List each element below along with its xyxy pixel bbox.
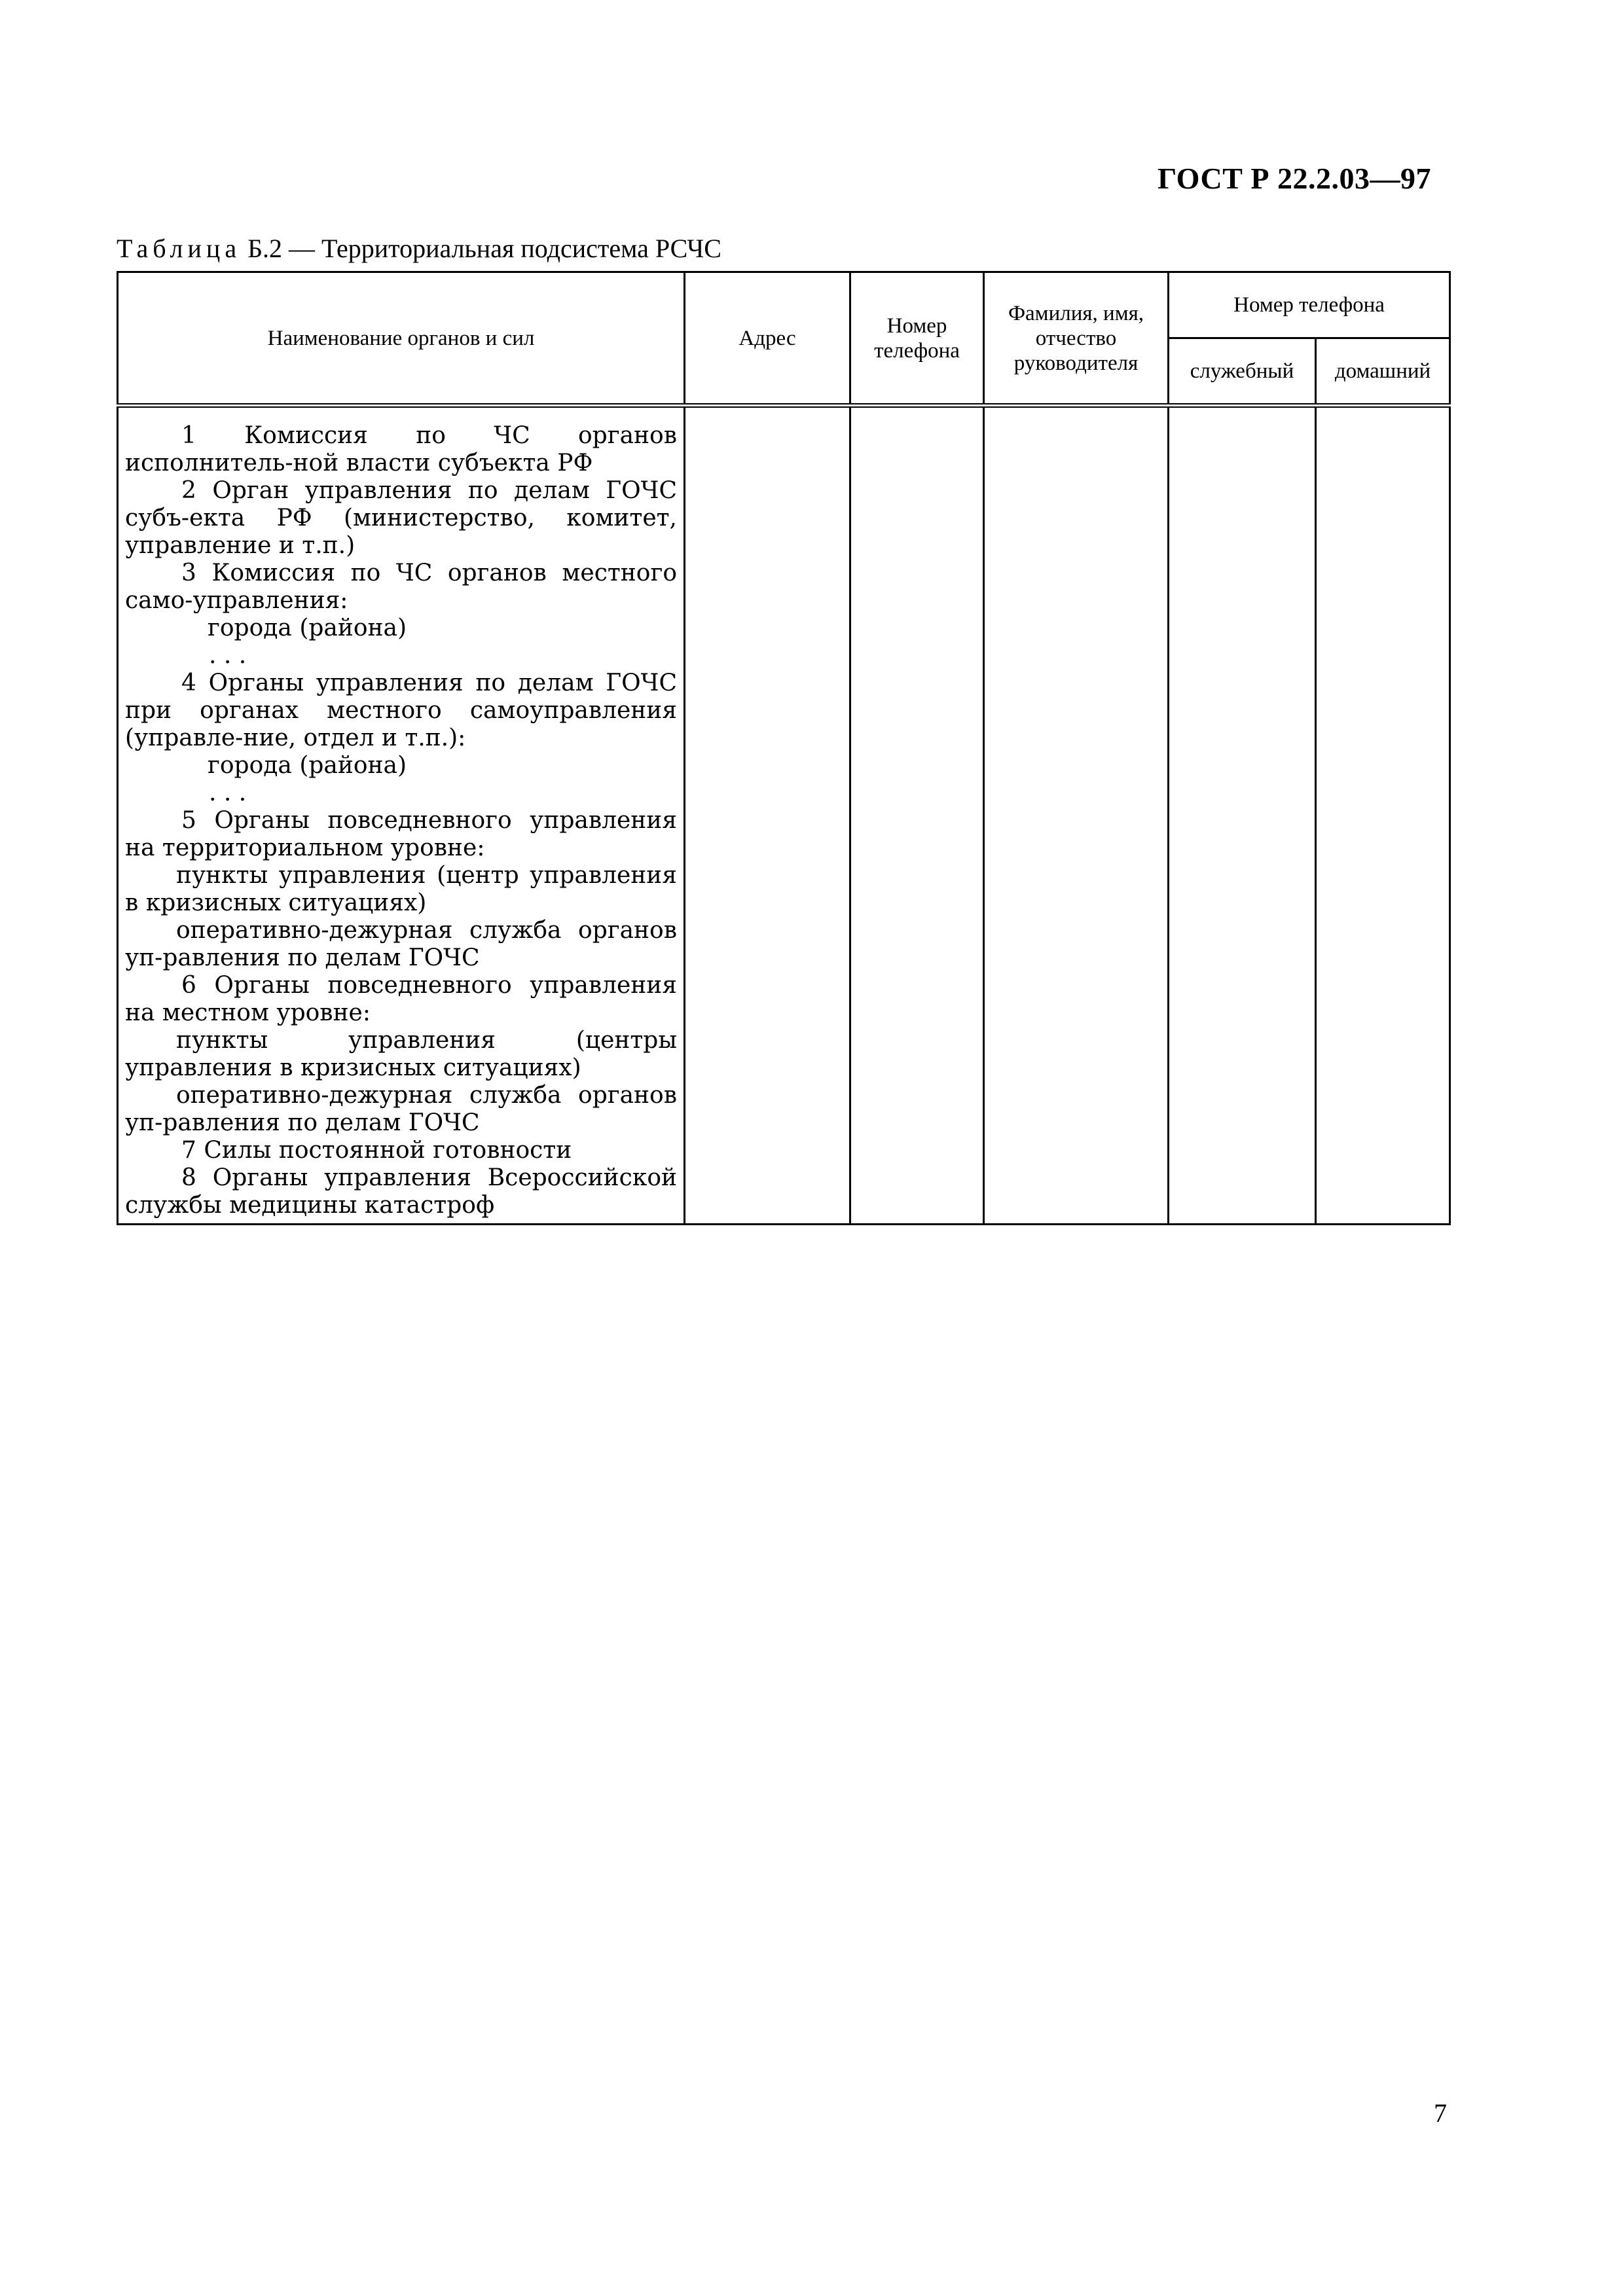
- list-item: пункты управления (центры управления в кризисных ситуациях): [125, 1027, 677, 1081]
- list-item: оперативно-дежурная служба органов уп-равления по делам ГОЧС: [125, 917, 677, 971]
- table-caption-text: Б.2 — Территориальная подсистема РСЧС: [241, 234, 721, 263]
- table-caption: [117, 233, 721, 264]
- list-item: 2 Орган управления по делам ГОЧС субъ-екта РФ (министерство, комитет, управление и т.п.): [125, 477, 677, 559]
- head-name-cell: [984, 406, 1169, 1225]
- header-phone-group: Номер телефона: [1169, 272, 1450, 338]
- phone-home-cell: [1316, 406, 1450, 1225]
- header-address: Адрес: [685, 272, 850, 406]
- list-item: города (района): [208, 615, 407, 641]
- header-name: Наименование органов и сил: [118, 272, 685, 406]
- header-phone-number: Номер телефона: [850, 272, 984, 406]
- header-phone-office: служебный: [1169, 338, 1316, 406]
- list-item: 5 Органы повседневного управления на территориальном уровне:: [125, 807, 677, 861]
- list-item: . . .: [209, 780, 247, 806]
- document-id: ГОСТ Р 22.2.03—97: [1158, 162, 1431, 195]
- list-item: 3 Комиссия по ЧС органов местного само-управления:: [125, 560, 677, 614]
- list-item: города (района): [208, 752, 407, 779]
- table-row: [118, 406, 1450, 1225]
- entries-list: [125, 422, 677, 1219]
- phone-number-cell: [850, 406, 984, 1225]
- list-item: 1 Комиссия по ЧС органов исполнитель-ной власти субъекта РФ: [125, 422, 677, 476]
- list-item: . . .: [209, 642, 247, 669]
- list-item: 7 Силы постоянной готовности: [181, 1137, 572, 1164]
- contacts-table: [117, 271, 1451, 1225]
- address-cell: [685, 406, 850, 1225]
- list-item: пункты управления (центр управления в кризисных ситуациях): [125, 862, 677, 916]
- page-number: 7: [1434, 2098, 1447, 2128]
- phone-office-cell: [1169, 406, 1316, 1225]
- list-item: оперативно-дежурная служба органов уп-равления по делам ГОЧС: [125, 1082, 677, 1136]
- header-phone-home: домашний: [1316, 338, 1450, 406]
- list-item: 8 Органы управления Всероссийской службы медицины катастроф: [125, 1164, 677, 1219]
- list-item: 6 Органы повседневного управления на местном уровне:: [125, 972, 677, 1026]
- name-cell: [118, 406, 685, 1225]
- list-item: 4 Органы управления по делам ГОЧС при органах местного самоуправления (управле-ние, отдел и т.п.):: [125, 670, 677, 751]
- header-head-name: Фамилия, имя, отчество руководителя: [984, 272, 1169, 406]
- table-caption-label: Таблица: [117, 234, 242, 263]
